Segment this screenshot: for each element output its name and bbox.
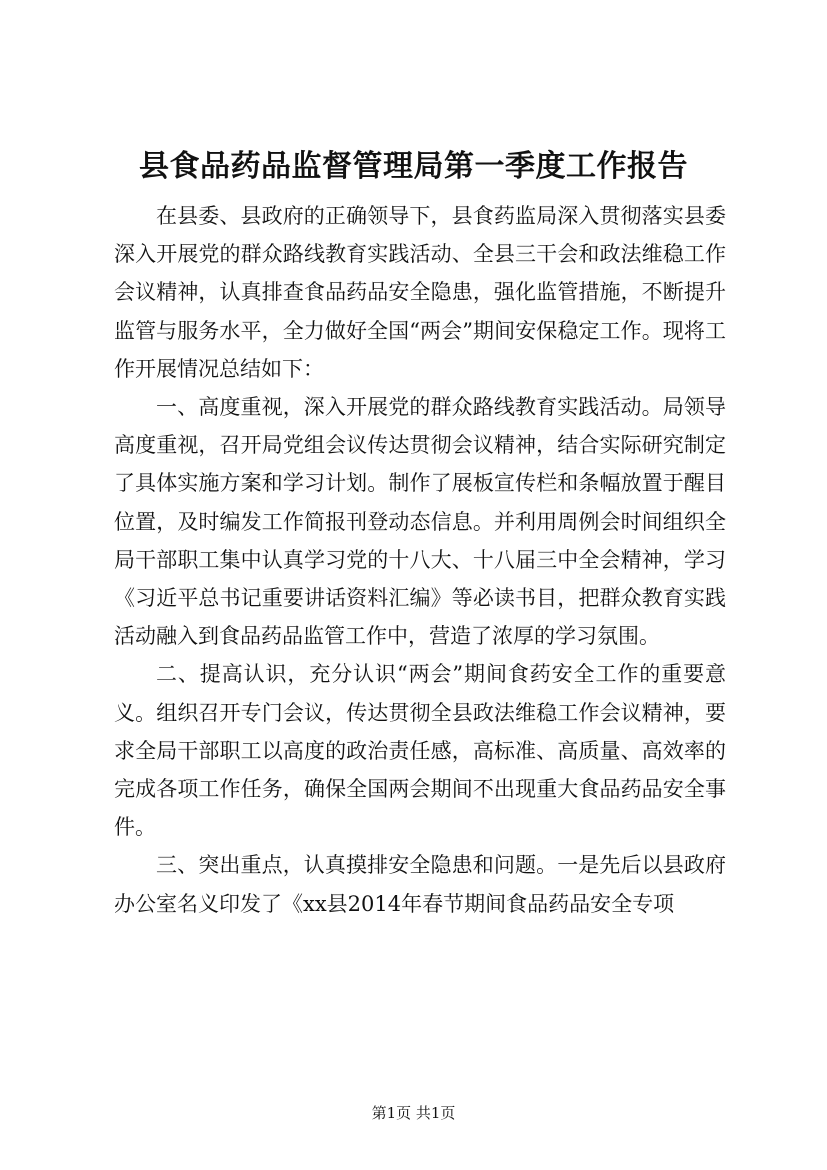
paragraph-section-2: 二、提高认识，充分认识“两会”期间食药安全工作的重要意义。组织召开专门会议，传达贯彻全县政法维稳工作会议精神，要求全局干部职工以高度的政治责任感，高标准、高质量、高效率的完成各项工作任务，确保全国两会期间不出现重大食品药品安全事件。 — [114, 662, 726, 840]
paragraph-intro: 在县委、县政府的正确领导下，县食药监局深入贯彻落实县委深入开展党的群众路线教育实践活动、全县三干会和政法维稳工作会议精神，认真排查食品药品安全隐患，强化监管措施，不断提升监管与服务水平，全力做好全国“两会”期间安保稳定工作。现将工作开展情况总结如下： — [114, 204, 726, 381]
document-title: 县食品药品监督管理局第一季度工作报告 — [139, 149, 688, 184]
paragraph-section-1: 一、高度重视，深入开展党的群众路线教育实践活动。局领导高度重视，召开局党组会议传达贯彻会议精神，结合实际研究制定了具体实施方案和学习计划。制作了展板宣传栏和条幅放置于醒目位置，及时编发工作简报刊登动态信息。并利用周例会时间组织全局干部职工集中认真学习党的十八大、十八届三中全会精神，学习《习近平总书记重要讲话资料汇编》等必读书目，把群众教育实践活动融入到食品药品监管工作中，营造了浓厚的学习氛围。 — [114, 395, 726, 649]
page-number-footer: 第1页 共1页 — [371, 1104, 456, 1122]
paragraph-section-3: 三、突出重点，认真摸排安全隐患和问题。一是先后以县政府办公室名义印发了《xx县2014年春节期间食品药品安全专项 — [114, 853, 726, 916]
document-body — [114, 197, 726, 923]
